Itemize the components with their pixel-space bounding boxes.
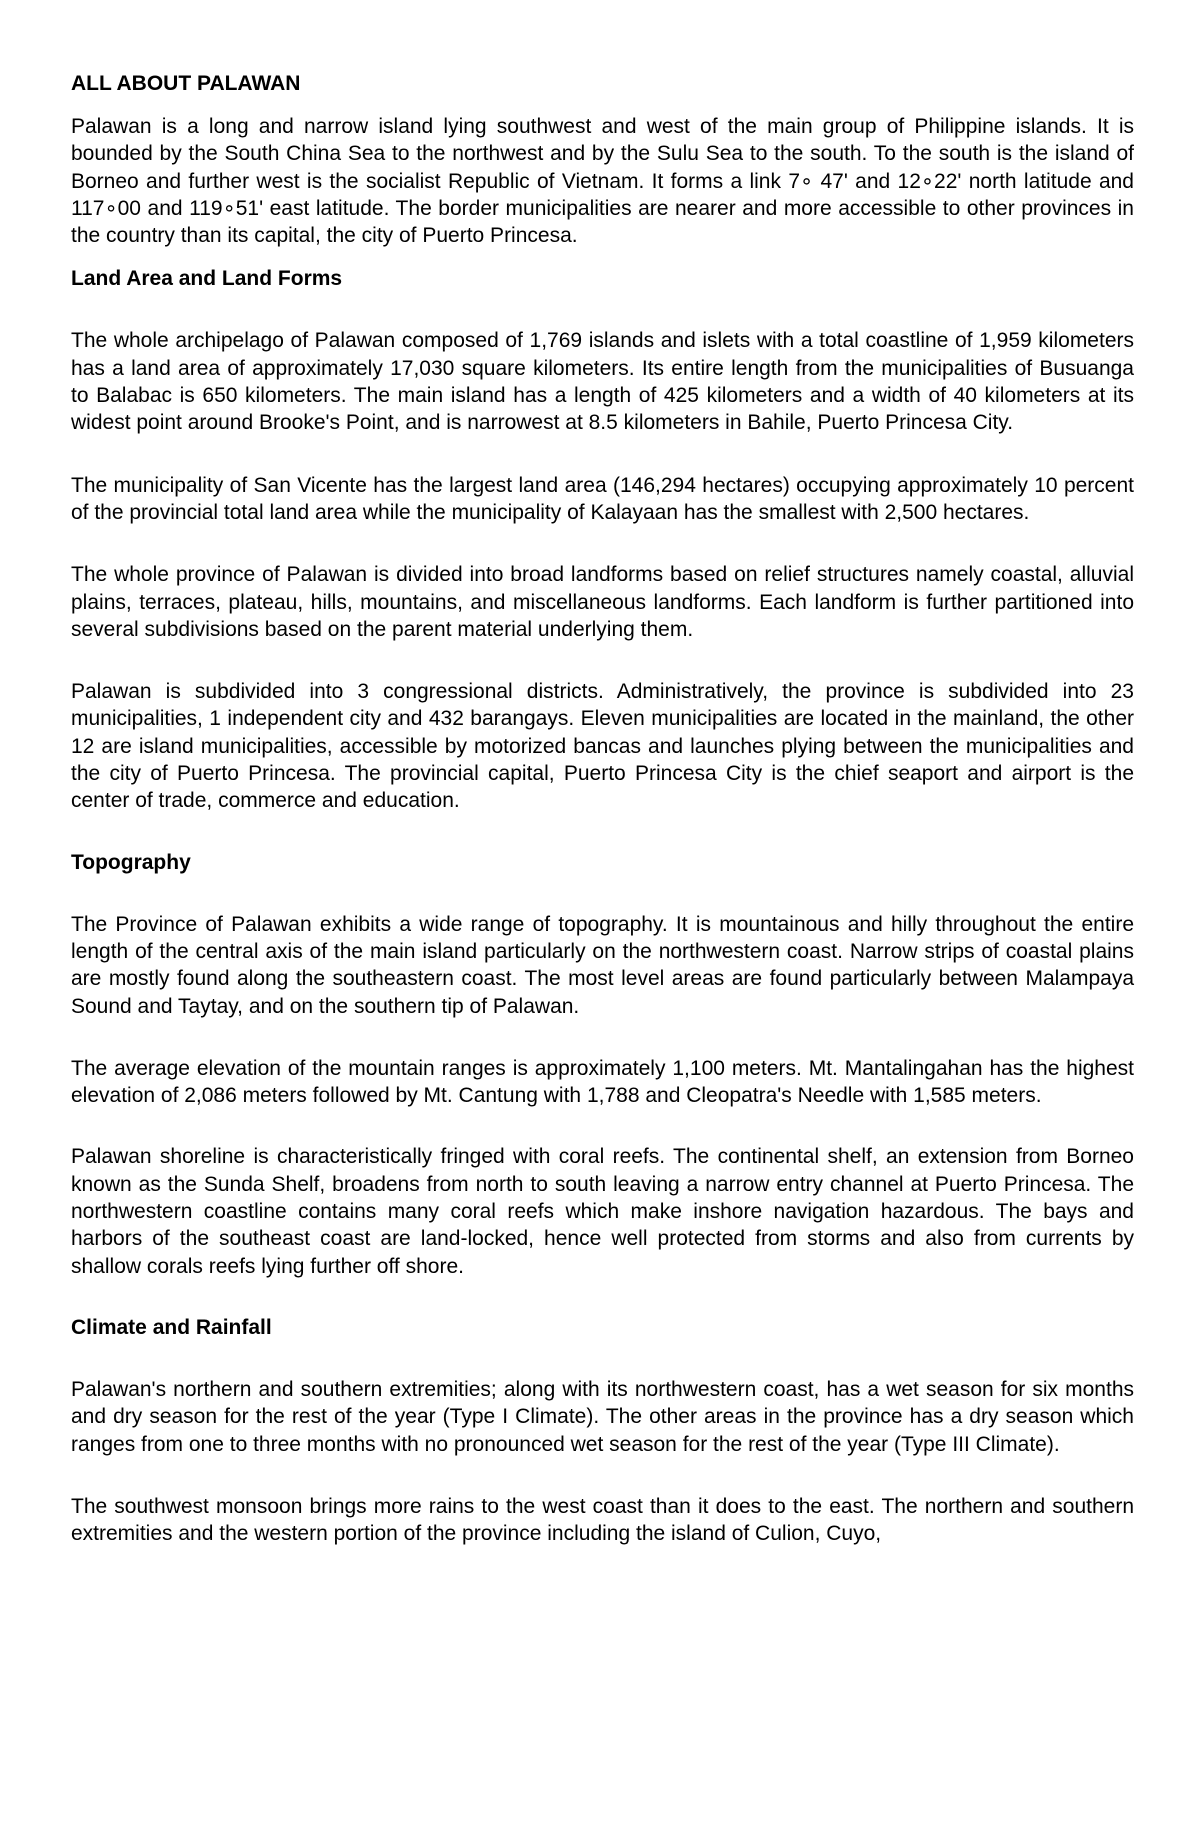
paragraph: Palawan shoreline is characteristically fringed with coral reefs. The continental shelf, an extension from Borneo known as the Sunda Shelf, broadens from north to south leaving a narrow entry channel at Puerto Princesa. The northwestern coastline contains many coral reefs which make inshore navigation hazardous. The bays and harbors of the southeast coast are land-locked, hence well protected from storms and also from currents by shallow corals reefs lying further off shore. [71, 1145, 1134, 1278]
document-page [71, 70, 1134, 1547]
section-heading: Climate and Rainfall [71, 1315, 272, 1339]
section-topography [71, 849, 1134, 1280]
intro-paragraph: Palawan is a long and narrow island lying southwest and west of the main group of Philippine islands. It is bounded by the South China Sea to the northwest and by the Sulu Sea to the south. To the south is the island of Borneo and further west is the socialist Republic of Vietnam. It forms a link 7∘ 47' and 12∘22' north latitude and 117∘00 and 119∘51' east latitude. The border municipalities are nearer and more accessible to other provinces in the country than its capital, the city of Puerto Princesa. [71, 115, 1134, 248]
paragraph: Palawan is subdivided into 3 congressional districts. Administratively, the province is subdivided into 23 municipalities, 1 independent city and 432 barangays. Eleven municipalities are located in the mainland, the other 12 are island municipalities, accessible by motorized bancas and launches plying between the municipalities and the city of Puerto Princesa. The provincial capital, Puerto Princesa City is the chief seaport and airport is the center of trade, commerce and education. [71, 680, 1134, 813]
section-climate [71, 1314, 1134, 1547]
document-title: ALL ABOUT PALAWAN [71, 72, 301, 95]
paragraph: The municipality of San Vicente has the largest land area (146,294 hectares) occupying approximately 10 percent of the provincial total land area while the municipality of Kalayaan has the smallest with 2,500 hectares. [71, 473, 1134, 524]
paragraph: The southwest monsoon brings more rains to the west coast than it does to the east. The northern and southern extremities and the western portion of the province including the island of Culion, Cuyo, [71, 1494, 1134, 1546]
section-heading: Land Area and Land Forms [71, 267, 343, 291]
paragraph: The whole province of Palawan is divided into broad landforms based on relief structures namely coastal, alluvial plains, terraces, plateau, hills, mountains, and miscellaneous landforms. Each landform is further partitioned into several subdivisions based on the parent material underlying them. [71, 563, 1134, 641]
paragraph: The whole archipelago of Palawan composed of 1,769 islands and islets with a total coastline of 1,959 kilometers has a land area of approximately 17,030 square kilometers. Its entire length from the municipalities of Busuanga to Balabac is 650 kilometers. The main island has a length of 425 kilometers and a width of 40 kilometers at its widest point around Brooke's Point, and is narrowest at 8.5 kilometers in Bahile, Puerto Princesa City. [71, 329, 1134, 435]
paragraph: The average elevation of the mountain ranges is approximately 1,100 meters. Mt. Mantalingahan has the highest elevation of 2,086 meters followed by Mt. Cantung with 1,788 and Cleopatra's Needle with 1,585 meters. [71, 1056, 1134, 1108]
paragraph: Palawan's northern and southern extremities; along with its northwestern coast, has a wet season for six months and dry season for the rest of the year (Type I Climate). The other areas in the province has a dry season which ranges from one to three months with no pronounced wet season for the rest of the year (Type III Climate). [71, 1377, 1134, 1456]
section-land-area [71, 265, 1134, 814]
paragraph: The Province of Palawan exhibits a wide range of topography. It is mountainous and hilly throughout the entire length of the central axis of the main island particularly on the northwestern coast. Narrow strips of coastal plains are mostly found along the southeastern coast. The most level areas are found particularly between Malampaya Sound and Taytay, and on the southern tip of Palawan. [71, 912, 1134, 1018]
section-heading: Topography [71, 850, 191, 874]
